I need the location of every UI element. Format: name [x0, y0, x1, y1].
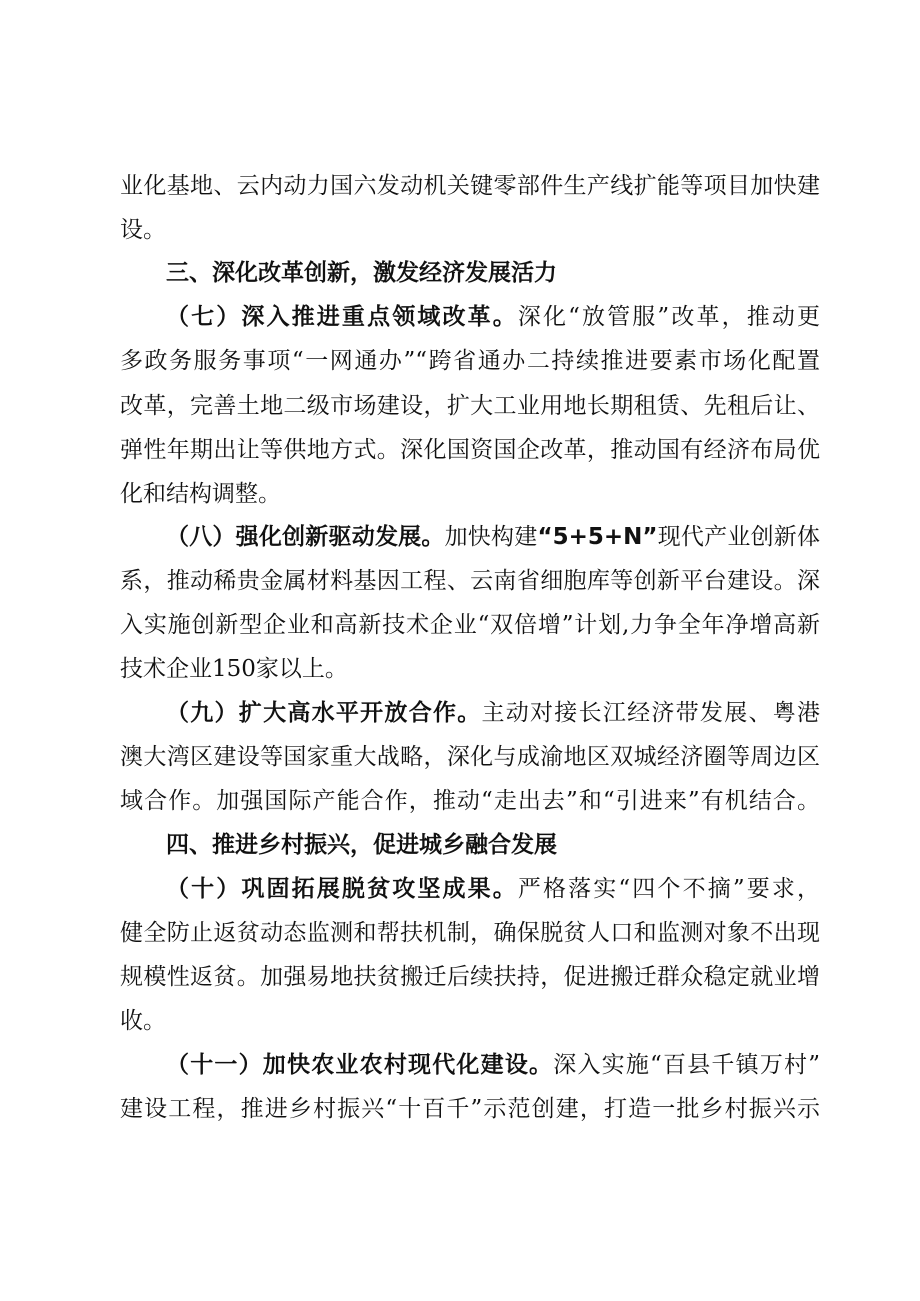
body-text-line — [120, 214, 820, 246]
paragraph-first-line — [166, 697, 820, 729]
body-text-line — [120, 741, 820, 773]
text-segment: 澳大湾区建设等国家重大战略，深化与成渝地区双城经济圈等周边区 — [120, 744, 820, 770]
text-segment: 收。 — [120, 1008, 166, 1034]
section-heading — [166, 829, 820, 861]
body-text-line — [120, 345, 820, 377]
heading-text: 四、推进乡村振兴，促进城乡融合发展 — [166, 832, 557, 858]
text-segment: 加快构建 — [444, 524, 538, 550]
text-segment: 规模性返贫。加强易地扶贫搬迁后续扶持，促进搬迁群众稳定就业增 — [120, 964, 820, 990]
paragraph-first-line — [166, 1049, 820, 1081]
text-segment: 域合作。加强国际产能合作，推动“走出去”和“引进来”有机结合。 — [120, 788, 820, 814]
heading-text: 三、深化改革创新，激发经济发展活力 — [166, 260, 557, 286]
item-heading: （九）扩大高水平开放合作。 — [166, 700, 482, 726]
body-text-line — [120, 478, 820, 510]
text-segment: 健全防止返贫动态监测和帮扶机制，确保脱贫人口和监测对象不出现 — [120, 920, 820, 946]
paragraph-first-line — [166, 521, 820, 553]
text-segment: 设。 — [120, 217, 166, 243]
body-text-line — [120, 961, 820, 993]
item-heading: （七）深入推进重点领域改革。 — [166, 304, 518, 330]
item-heading: （十一）加快农业农村现代化建设。 — [166, 1052, 554, 1078]
item-heading: （八）强化创新驱动发展。 — [166, 524, 445, 550]
text-segment: 改革，完善土地二级市场建设，扩大工业用地长期租赁、先租后让、 — [120, 393, 820, 419]
body-text-line — [120, 785, 820, 817]
text-segment: 深入实施“百县千镇万村” — [553, 1052, 820, 1078]
body-text-line — [120, 1005, 820, 1037]
paragraph-first-line — [166, 873, 820, 905]
text-segment: 系，推动稀贵金属材料基因工程、云南省细胞库等创新平台建设。深 — [120, 568, 820, 594]
text-segment: 多政务服务事项“一网通办”“跨省通办二持续推进要素市场化配置 — [120, 348, 820, 374]
item-heading: （十）巩固拓展脱贫攻坚成果。 — [166, 876, 518, 902]
section-heading — [166, 257, 820, 289]
body-text-line — [120, 609, 820, 641]
body-text-line — [120, 390, 820, 422]
body-text-line — [120, 170, 820, 202]
text-segment: 现代产业创新体 — [657, 524, 821, 550]
text-segment: 深化“放管服”改革，推动更 — [517, 304, 820, 330]
paragraph-first-line — [166, 301, 820, 333]
body-text-line — [120, 565, 820, 597]
text-segment: 化和结构调整。 — [120, 481, 281, 507]
text-segment: 严格落实“四个不摘”要求， — [517, 876, 820, 902]
text-segment: 主动对接长江经济带发展、粤港 — [481, 700, 821, 726]
text-segment: 建设工程，推进乡村振兴“十百千”示范创建，打造一批乡村振兴示 — [120, 1096, 820, 1122]
text-segment: 业化基地、云内动力国六发动机关键零部件生产线扩能等项目加快建 — [120, 173, 820, 199]
text-segment: 技术企业150家以上。 — [120, 656, 348, 682]
text-segment: 入实施创新型企业和高新技术企业“双倍增”计划,力争全年净增高新 — [120, 612, 820, 638]
text-segment: “5+5+N” — [537, 524, 658, 550]
body-text-line — [120, 653, 820, 685]
text-segment: 弹性年期出让等供地方式。深化国资国企改革，推动国有经济布局优 — [120, 437, 820, 463]
body-text-line — [120, 917, 820, 949]
body-text-line — [120, 434, 820, 466]
body-text-line — [120, 1093, 820, 1125]
